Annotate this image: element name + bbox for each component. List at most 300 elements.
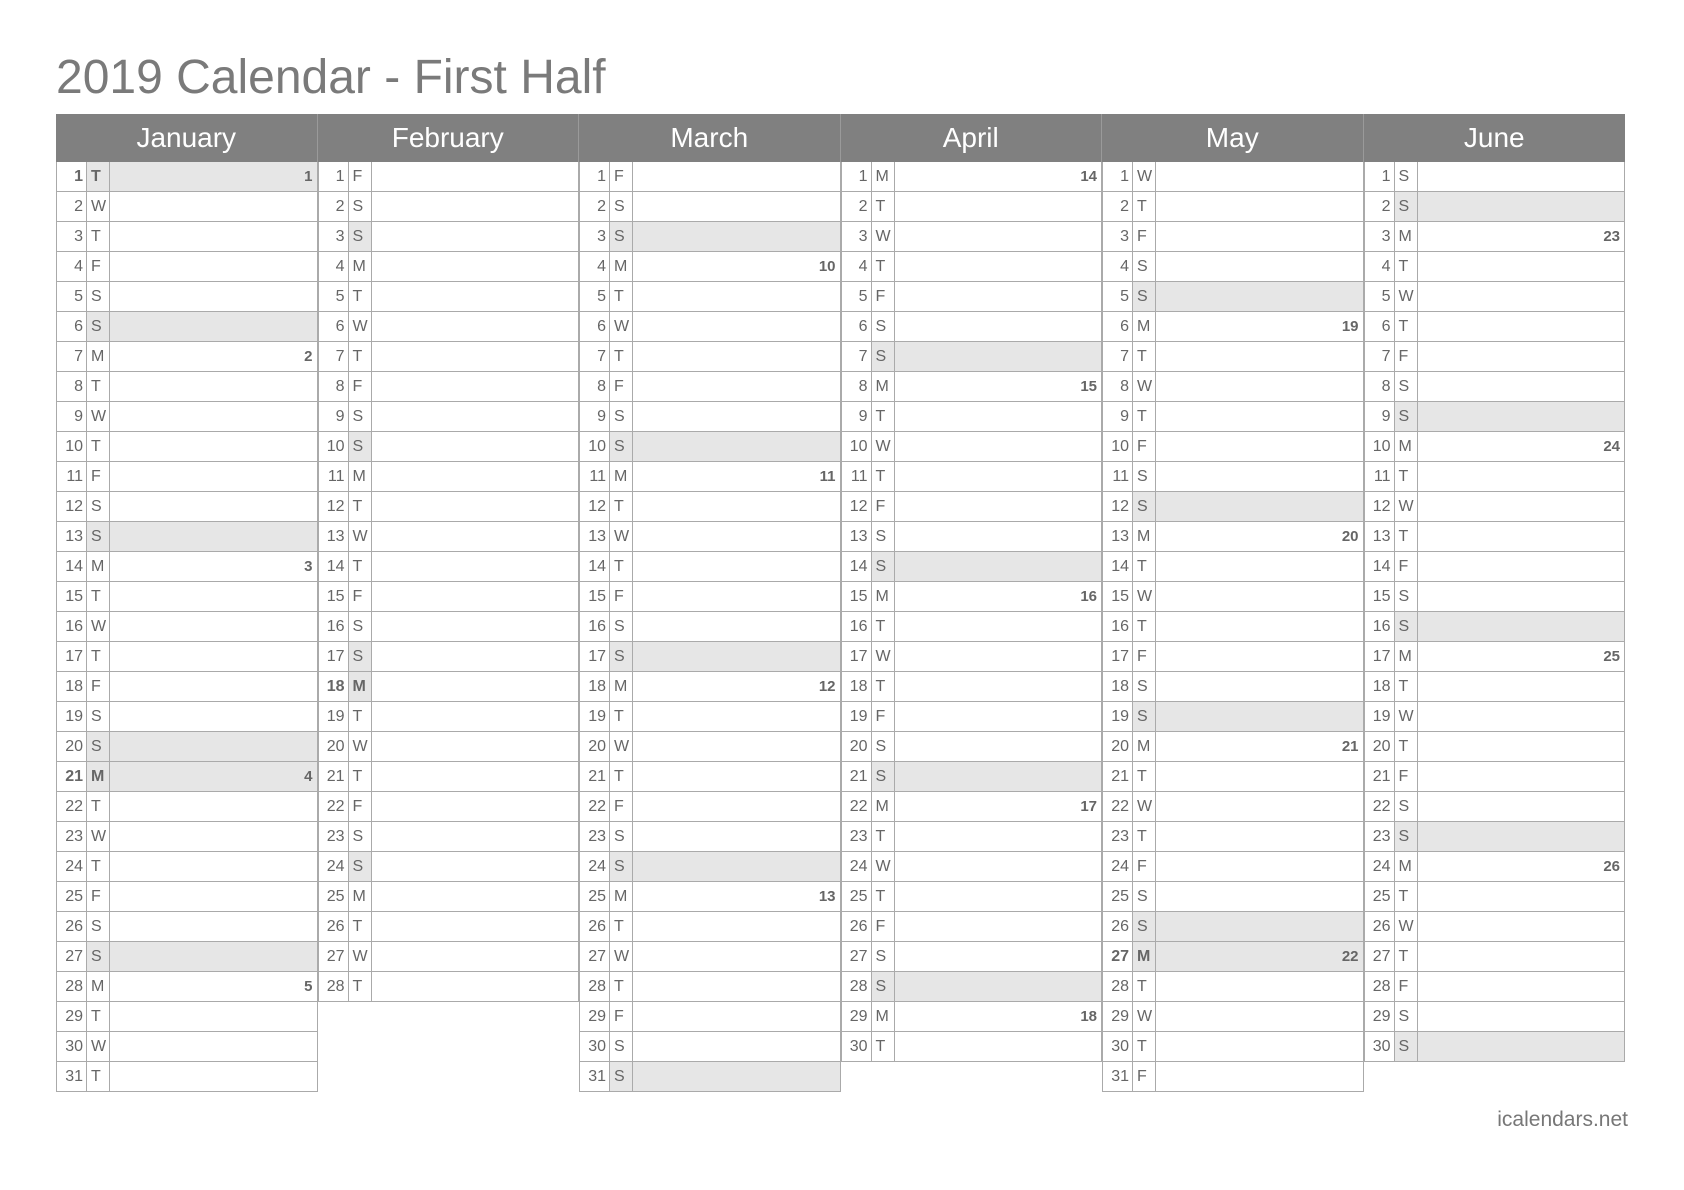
day-row[interactable] — [579, 942, 841, 972]
day-row[interactable] — [579, 432, 841, 462]
day-row[interactable] — [1102, 882, 1364, 912]
day-row[interactable] — [56, 672, 318, 702]
day-row[interactable] — [56, 822, 318, 852]
day-number: 16 — [1103, 612, 1133, 641]
day-row[interactable] — [56, 792, 318, 822]
weekday-letter: S — [1133, 282, 1156, 311]
day-row[interactable] — [1102, 432, 1364, 462]
day-row[interactable] — [579, 522, 841, 552]
day-row[interactable] — [56, 372, 318, 402]
day-row[interactable] — [1364, 822, 1626, 852]
day-row[interactable] — [318, 432, 580, 462]
day-row[interactable] — [56, 582, 318, 612]
day-row[interactable] — [318, 522, 580, 552]
week-number — [633, 432, 840, 461]
week-number — [1156, 912, 1363, 941]
day-row[interactable] — [1102, 462, 1364, 492]
weekday-letter: T — [87, 792, 110, 821]
day-number: 9 — [57, 402, 87, 431]
day-number: 15 — [57, 582, 87, 611]
day-row[interactable] — [1102, 342, 1364, 372]
day-number: 29 — [57, 1002, 87, 1031]
day-row[interactable] — [1364, 942, 1626, 972]
weekday-letter: M — [1133, 522, 1156, 551]
day-number: 9 — [1365, 402, 1395, 431]
day-number: 20 — [319, 732, 349, 761]
day-row[interactable] — [56, 522, 318, 552]
day-row[interactable] — [1102, 642, 1364, 672]
day-number: 18 — [842, 672, 872, 701]
day-row[interactable] — [318, 762, 580, 792]
day-row[interactable] — [56, 492, 318, 522]
day-row[interactable] — [1102, 582, 1364, 612]
day-row[interactable] — [318, 342, 580, 372]
day-row[interactable] — [1102, 1032, 1364, 1062]
day-row[interactable] — [1102, 792, 1364, 822]
day-row[interactable] — [841, 762, 1103, 792]
day-row[interactable] — [1102, 852, 1364, 882]
day-row[interactable] — [841, 792, 1103, 822]
day-row[interactable] — [318, 942, 580, 972]
day-row[interactable] — [56, 252, 318, 282]
day-row[interactable] — [841, 522, 1103, 552]
day-row[interactable] — [579, 462, 841, 492]
day-row[interactable] — [1102, 492, 1364, 522]
day-row[interactable] — [56, 912, 318, 942]
weekday-letter: F — [1133, 222, 1156, 251]
day-row[interactable] — [1364, 432, 1626, 462]
day-number: 17 — [580, 642, 610, 671]
weekday-letter: S — [872, 342, 895, 371]
day-row[interactable] — [841, 492, 1103, 522]
day-number: 18 — [580, 672, 610, 701]
day-row[interactable] — [1102, 732, 1364, 762]
day-row[interactable] — [56, 1002, 318, 1032]
weekday-letter: T — [87, 1062, 110, 1091]
day-number: 7 — [57, 342, 87, 371]
week-number — [1156, 492, 1363, 521]
weekday-letter: T — [87, 432, 110, 461]
day-row[interactable] — [1364, 672, 1626, 702]
day-number: 30 — [580, 1032, 610, 1061]
day-row[interactable] — [318, 672, 580, 702]
day-row[interactable] — [318, 612, 580, 642]
day-row[interactable] — [1102, 312, 1364, 342]
day-row[interactable] — [1102, 702, 1364, 732]
day-row[interactable] — [56, 462, 318, 492]
week-number — [110, 432, 317, 461]
day-row[interactable] — [1102, 252, 1364, 282]
month-column-june — [1364, 162, 1626, 1062]
day-number: 2 — [580, 192, 610, 221]
day-row[interactable] — [841, 432, 1103, 462]
day-number: 23 — [842, 822, 872, 851]
day-row[interactable] — [1102, 1062, 1364, 1092]
day-row[interactable] — [1364, 792, 1626, 822]
day-row[interactable] — [841, 642, 1103, 672]
day-number: 26 — [580, 912, 610, 941]
day-row[interactable] — [841, 192, 1103, 222]
weekday-letter: M — [1133, 732, 1156, 761]
weekday-letter: T — [87, 642, 110, 671]
weekday-letter: T — [87, 372, 110, 401]
weekday-letter: T — [87, 1002, 110, 1031]
day-row[interactable] — [841, 372, 1103, 402]
day-row[interactable] — [579, 282, 841, 312]
week-number — [1156, 822, 1363, 851]
day-row[interactable] — [579, 642, 841, 672]
day-row[interactable] — [841, 912, 1103, 942]
day-row[interactable] — [56, 612, 318, 642]
day-row[interactable] — [318, 882, 580, 912]
day-row[interactable] — [318, 582, 580, 612]
day-row[interactable] — [841, 552, 1103, 582]
weekday-letter: S — [1133, 252, 1156, 281]
day-row[interactable] — [56, 402, 318, 432]
weekday-letter: S — [1395, 582, 1418, 611]
day-row[interactable] — [56, 222, 318, 252]
day-row[interactable] — [579, 912, 841, 942]
week-number — [1418, 972, 1625, 1001]
day-row[interactable] — [318, 912, 580, 942]
day-row[interactable] — [841, 342, 1103, 372]
day-row[interactable] — [841, 882, 1103, 912]
day-row[interactable] — [841, 282, 1103, 312]
day-row[interactable] — [841, 162, 1103, 192]
day-row[interactable] — [579, 162, 841, 192]
day-row[interactable] — [1364, 1002, 1626, 1032]
day-row[interactable] — [579, 672, 841, 702]
day-row[interactable] — [579, 222, 841, 252]
day-row[interactable] — [318, 162, 580, 192]
day-row[interactable] — [579, 342, 841, 372]
day-row[interactable] — [56, 942, 318, 972]
day-row[interactable] — [318, 822, 580, 852]
day-row[interactable] — [1364, 582, 1626, 612]
day-row[interactable] — [318, 462, 580, 492]
day-row[interactable] — [1102, 972, 1364, 1002]
week-number — [633, 852, 840, 881]
day-row[interactable] — [579, 732, 841, 762]
week-number — [1156, 222, 1363, 251]
day-row[interactable] — [841, 702, 1103, 732]
day-row[interactable] — [841, 942, 1103, 972]
day-row[interactable] — [1364, 882, 1626, 912]
day-row[interactable] — [841, 612, 1103, 642]
weekday-letter: W — [872, 222, 895, 251]
day-row[interactable] — [318, 792, 580, 822]
week-number — [1156, 282, 1363, 311]
weekday-letter: M — [1395, 642, 1418, 671]
weekday-letter: W — [610, 522, 633, 551]
day-row[interactable] — [841, 1032, 1103, 1062]
week-number — [633, 792, 840, 821]
day-row[interactable] — [56, 282, 318, 312]
day-number: 22 — [57, 792, 87, 821]
week-number — [633, 162, 840, 191]
day-row[interactable] — [841, 402, 1103, 432]
day-row[interactable] — [841, 852, 1103, 882]
day-row[interactable] — [841, 972, 1103, 1002]
day-row[interactable] — [1102, 192, 1364, 222]
weekday-letter: S — [872, 942, 895, 971]
day-row[interactable] — [1364, 192, 1626, 222]
week-number — [1418, 792, 1625, 821]
day-row[interactable] — [1364, 972, 1626, 1002]
day-row[interactable] — [318, 972, 580, 1002]
day-row[interactable] — [579, 372, 841, 402]
week-number — [633, 372, 840, 401]
weekday-letter: F — [1133, 852, 1156, 881]
day-row[interactable] — [1102, 942, 1364, 972]
page-title: 2019 Calendar - First Half — [56, 51, 606, 104]
weekday-letter: T — [349, 912, 372, 941]
day-row[interactable] — [1364, 492, 1626, 522]
day-row[interactable] — [1102, 552, 1364, 582]
week-number: 16 — [1080, 588, 1097, 605]
day-number: 3 — [1365, 222, 1395, 251]
day-row[interactable] — [1102, 912, 1364, 942]
weekday-letter: F — [872, 912, 895, 941]
week-number — [1418, 282, 1625, 311]
day-row[interactable] — [579, 312, 841, 342]
day-row[interactable] — [579, 972, 841, 1002]
day-row[interactable] — [1102, 1002, 1364, 1032]
week-number — [1156, 882, 1363, 911]
day-number: 28 — [580, 972, 610, 1001]
day-row[interactable] — [1364, 1032, 1626, 1062]
week-number — [633, 972, 840, 1001]
day-row[interactable] — [318, 222, 580, 252]
day-row[interactable] — [841, 672, 1103, 702]
day-row[interactable] — [1364, 342, 1626, 372]
day-row[interactable] — [841, 1002, 1103, 1032]
day-row[interactable] — [1364, 282, 1626, 312]
day-row[interactable] — [1364, 522, 1626, 552]
week-number — [1418, 612, 1625, 641]
day-row[interactable] — [1364, 402, 1626, 432]
day-row[interactable] — [56, 192, 318, 222]
day-row[interactable] — [1102, 162, 1364, 192]
day-row[interactable] — [318, 192, 580, 222]
day-row[interactable] — [56, 732, 318, 762]
weekday-letter: W — [349, 312, 372, 341]
day-row[interactable] — [318, 732, 580, 762]
day-row[interactable] — [1364, 762, 1626, 792]
day-row[interactable] — [56, 552, 318, 582]
day-row[interactable] — [579, 552, 841, 582]
day-number: 2 — [1365, 192, 1395, 221]
week-number — [1418, 1032, 1625, 1061]
day-row[interactable] — [56, 642, 318, 672]
day-number: 30 — [842, 1032, 872, 1061]
week-number — [895, 312, 1102, 341]
day-row[interactable] — [56, 312, 318, 342]
day-row[interactable] — [841, 732, 1103, 762]
day-number: 15 — [580, 582, 610, 611]
day-row[interactable] — [1102, 222, 1364, 252]
weekday-letter: M — [87, 972, 110, 1001]
day-row[interactable] — [841, 462, 1103, 492]
day-row[interactable] — [318, 402, 580, 432]
week-number — [1418, 762, 1625, 791]
day-row[interactable] — [1364, 702, 1626, 732]
day-row[interactable] — [841, 222, 1103, 252]
day-number: 28 — [1103, 972, 1133, 1001]
day-number: 26 — [842, 912, 872, 941]
day-row[interactable] — [579, 822, 841, 852]
weekday-letter: W — [1395, 492, 1418, 521]
week-number: 11 — [819, 468, 836, 485]
day-row[interactable] — [56, 882, 318, 912]
day-row[interactable] — [318, 492, 580, 522]
day-row[interactable] — [841, 822, 1103, 852]
day-row[interactable] — [841, 582, 1103, 612]
weekday-letter: S — [610, 612, 633, 641]
day-row[interactable] — [1102, 762, 1364, 792]
day-row[interactable] — [1102, 372, 1364, 402]
weekday-letter: T — [610, 492, 633, 521]
day-row[interactable] — [1102, 402, 1364, 432]
week-number — [1156, 402, 1363, 431]
weekday-letter: S — [87, 732, 110, 761]
weekday-letter: S — [872, 972, 895, 1001]
day-row[interactable] — [56, 162, 318, 192]
day-row[interactable] — [579, 1032, 841, 1062]
week-number — [110, 642, 317, 671]
day-number: 7 — [1365, 342, 1395, 371]
day-row[interactable] — [579, 1002, 841, 1032]
day-row[interactable] — [56, 1062, 318, 1092]
week-number — [1418, 192, 1625, 221]
day-row[interactable] — [318, 642, 580, 672]
day-row[interactable] — [1364, 312, 1626, 342]
weekday-letter: M — [87, 342, 110, 371]
day-number: 22 — [580, 792, 610, 821]
day-row[interactable] — [1364, 612, 1626, 642]
week-number — [633, 642, 840, 671]
week-number — [895, 222, 1102, 251]
day-row[interactable] — [1364, 372, 1626, 402]
day-row[interactable] — [579, 882, 841, 912]
day-row[interactable] — [56, 432, 318, 462]
day-row[interactable] — [318, 852, 580, 882]
weekday-letter: S — [1133, 912, 1156, 941]
day-row[interactable] — [579, 792, 841, 822]
day-number: 3 — [57, 222, 87, 251]
day-row[interactable] — [579, 252, 841, 282]
week-number — [895, 732, 1102, 761]
day-row[interactable] — [579, 612, 841, 642]
day-row[interactable] — [1364, 642, 1626, 672]
weekday-letter: S — [349, 822, 372, 851]
weekday-letter: T — [610, 702, 633, 731]
day-number: 20 — [57, 732, 87, 761]
day-number: 18 — [319, 672, 349, 701]
week-number — [110, 612, 317, 641]
day-row[interactable] — [56, 972, 318, 1002]
week-number — [1156, 642, 1363, 671]
day-number: 7 — [1103, 342, 1133, 371]
day-row[interactable] — [1102, 672, 1364, 702]
weekday-letter: T — [349, 702, 372, 731]
week-number — [1418, 372, 1625, 401]
day-row[interactable] — [1102, 282, 1364, 312]
day-number: 24 — [57, 852, 87, 881]
weekday-letter: W — [1395, 702, 1418, 731]
day-row[interactable] — [1364, 252, 1626, 282]
day-number: 11 — [319, 462, 349, 491]
day-number: 26 — [1103, 912, 1133, 941]
weekday-letter: T — [610, 762, 633, 791]
week-number: 20 — [1341, 528, 1359, 545]
day-row[interactable] — [56, 1032, 318, 1062]
weekday-letter: W — [87, 402, 110, 431]
day-row[interactable] — [579, 192, 841, 222]
day-row[interactable] — [318, 372, 580, 402]
day-row[interactable] — [56, 762, 318, 792]
day-number: 30 — [1365, 1032, 1395, 1061]
weekday-letter: W — [87, 192, 110, 221]
day-row[interactable] — [579, 762, 841, 792]
day-row[interactable] — [579, 492, 841, 522]
day-row[interactable] — [579, 582, 841, 612]
day-number: 11 — [57, 462, 87, 491]
day-row[interactable] — [318, 552, 580, 582]
day-row[interactable] — [1102, 822, 1364, 852]
day-row[interactable] — [318, 312, 580, 342]
day-row[interactable] — [1364, 222, 1626, 252]
weekday-letter: M — [349, 462, 372, 491]
week-number — [633, 612, 840, 641]
weekday-letter: F — [87, 252, 110, 281]
day-row[interactable] — [1364, 162, 1626, 192]
day-row[interactable] — [318, 282, 580, 312]
day-number: 21 — [842, 762, 872, 791]
day-row[interactable] — [579, 402, 841, 432]
day-row[interactable] — [579, 852, 841, 882]
day-row[interactable] — [1364, 912, 1626, 942]
day-row[interactable] — [841, 252, 1103, 282]
day-row[interactable] — [1364, 552, 1626, 582]
day-number: 27 — [580, 942, 610, 971]
weekday-letter: S — [1133, 672, 1156, 701]
week-number — [633, 282, 840, 311]
day-row[interactable] — [56, 702, 318, 732]
day-row[interactable] — [1102, 522, 1364, 552]
day-row[interactable] — [1364, 852, 1626, 882]
week-number — [1418, 492, 1625, 521]
day-number: 13 — [319, 522, 349, 551]
day-row[interactable] — [1102, 612, 1364, 642]
day-number: 27 — [1103, 942, 1133, 971]
day-row[interactable] — [318, 702, 580, 732]
day-row[interactable] — [841, 312, 1103, 342]
weekday-letter: S — [1395, 1002, 1418, 1031]
weekday-letter: S — [872, 312, 895, 341]
week-number: 12 — [818, 678, 836, 695]
day-row[interactable] — [579, 702, 841, 732]
weekday-letter: S — [610, 432, 633, 461]
day-row[interactable] — [56, 852, 318, 882]
week-number: 17 — [1080, 798, 1097, 815]
day-row[interactable] — [318, 252, 580, 282]
day-row[interactable] — [579, 1062, 841, 1092]
day-row[interactable] — [56, 342, 318, 372]
day-row[interactable] — [1364, 462, 1626, 492]
week-number — [895, 432, 1102, 461]
day-row[interactable] — [1364, 732, 1626, 762]
